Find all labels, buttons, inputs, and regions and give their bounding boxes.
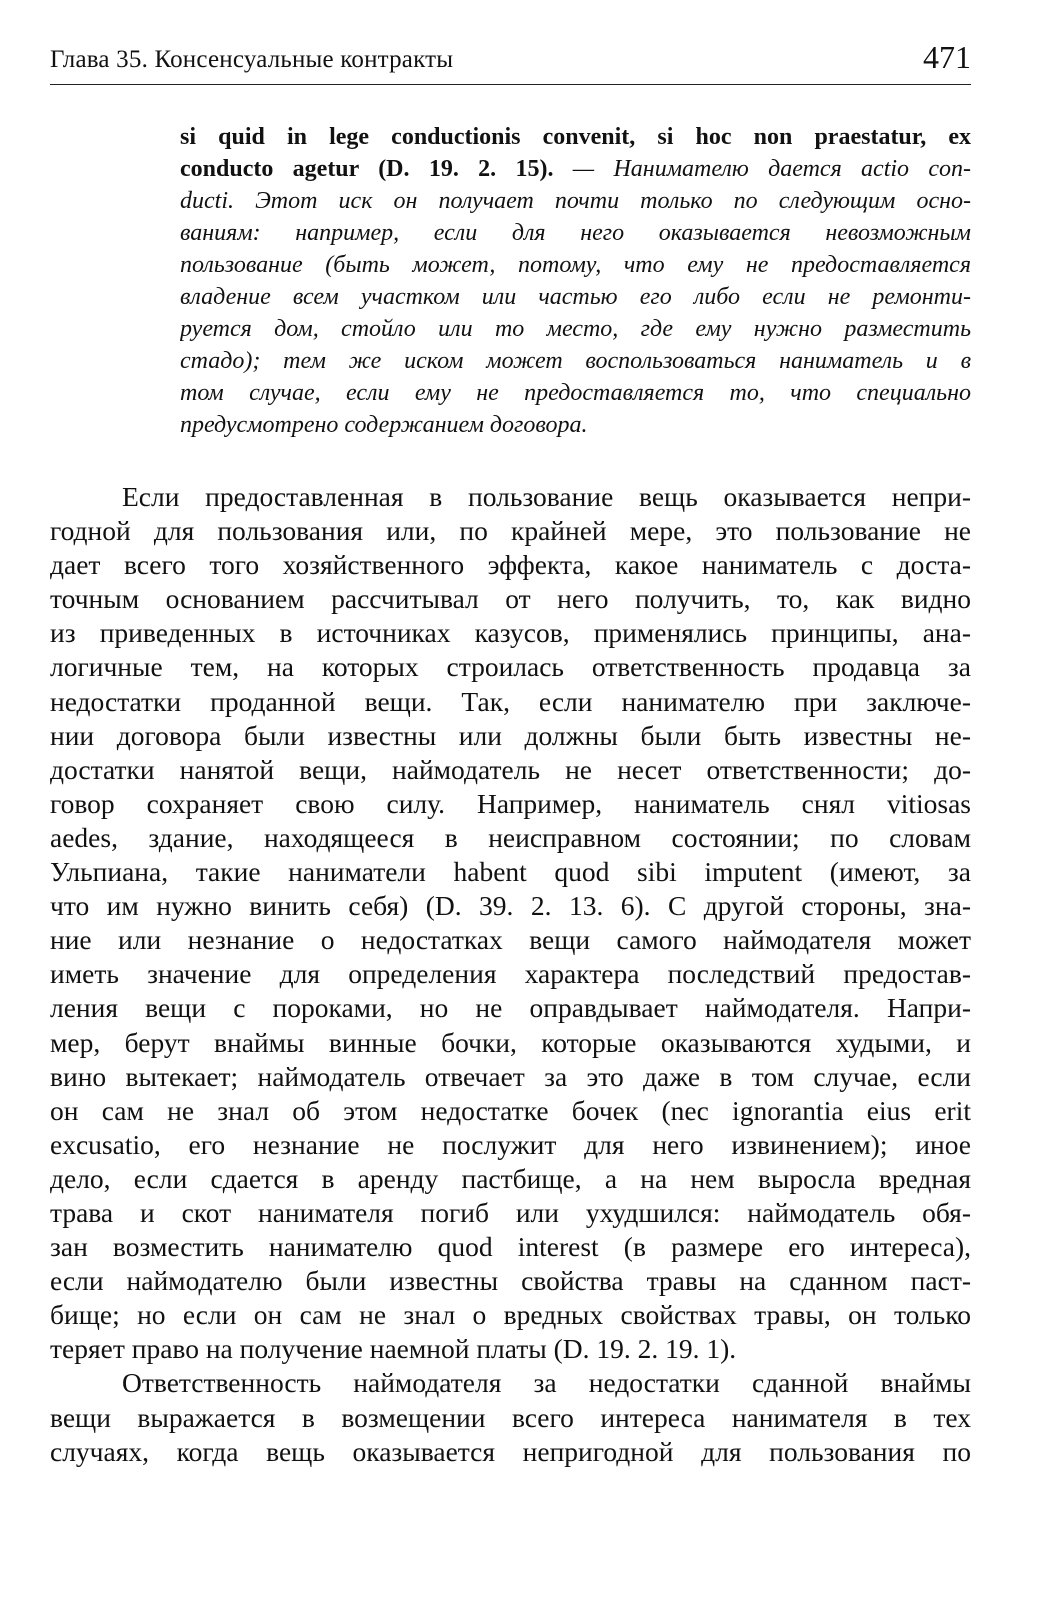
quote-latin-text: si quid in lege conductionis convenit, si hoc non praestatur, ex bbox=[180, 124, 971, 150]
quote-translation-text: том случае, если ему не предоставляется то, что специально bbox=[180, 380, 971, 406]
quote-line bbox=[180, 345, 971, 377]
body-text bbox=[50, 480, 971, 1469]
paragraph-line: логичные тем, на которых строилась ответственность продавца за bbox=[50, 651, 971, 683]
paragraph-line: если наймодателю были известны свойства травы на сданном паст- bbox=[50, 1265, 971, 1297]
quote-translation-text: пользование (быть может, потому, что ему не предоставляется bbox=[180, 252, 971, 278]
paragraph-line: точным основанием рассчитывал от него получить, то, как видно bbox=[50, 583, 971, 615]
quote-line bbox=[180, 185, 971, 217]
paragraph-line: достатки нанятой вещи, наймодатель не несет ответственности; до- bbox=[50, 753, 971, 785]
paragraph-line: теряет право на получение наемной платы (D. 19. 2. 19. 1). bbox=[50, 1333, 737, 1365]
quote-translation-text: — Нанимателю дается actio con- bbox=[572, 156, 971, 182]
quote-translation-text: ваниям: например, если для него оказывается невозможным bbox=[180, 220, 971, 246]
quote-translation-text: руется дом, стойло или то место, где ему нужно разместить bbox=[180, 316, 971, 342]
paragraph-line: годной для пользования или, по крайней мере, это пользование не bbox=[50, 515, 971, 547]
paragraph-line: мер, берут внаймы винные бочки, которые оказываются худыми, и bbox=[50, 1026, 971, 1058]
quote-translation-text: предусмотрено содержанием договора. bbox=[180, 412, 588, 438]
paragraph-line: недостатки проданной вещи. Так, если нанимателю при заключе- bbox=[50, 685, 971, 717]
paragraph-line: говор сохраняет свою силу. Например, наниматель снял vitiosas bbox=[50, 787, 971, 819]
page-number: 471 bbox=[923, 39, 971, 75]
quote-line bbox=[180, 313, 971, 345]
quote-line bbox=[180, 249, 971, 281]
quote-line bbox=[180, 217, 971, 249]
paragraph-line: что им нужно винить себя) (D. 39. 2. 13. 6). С другой стороны, зна- bbox=[50, 890, 971, 922]
quote-translation-text: владение всем участком или частью его либо если не ремонти- bbox=[180, 284, 971, 310]
paragraph-line: вещи выражается в возмещении всего интереса нанимателя в тех bbox=[50, 1401, 971, 1433]
running-header bbox=[50, 40, 971, 85]
paragraph-line: excusatio, его незнание не послужит для него извинением); иное bbox=[50, 1128, 971, 1160]
paragraph-line: бище; но если он сам не знал о вредных свойствах травы, он только bbox=[50, 1299, 971, 1331]
paragraph-line: случаях, когда вещь оказывается непригодной для пользования по bbox=[50, 1435, 971, 1467]
paragraph-line: Ульпиана, такие наниматели habent quod sibi imputent (имеют, за bbox=[50, 856, 971, 888]
paragraph-line: Ответственность наймодателя за недостатки сданной внаймы bbox=[122, 1367, 971, 1399]
paragraph-line: иметь значение для определения характера последствий предостав- bbox=[50, 958, 971, 990]
paragraph-line: из приведенных в источниках казусов, применялись принципы, ана- bbox=[50, 617, 971, 649]
paragraph-line: ние или незнание о недостатках вещи самого наймодателя может bbox=[50, 924, 971, 956]
paragraph-line: дело, если сдается в аренду пастбище, а на нем выросла вредная bbox=[50, 1162, 971, 1194]
paragraph-line: вино вытекает; наймодатель отвечает за это даже в том случае, если bbox=[50, 1060, 971, 1092]
paragraph-line: aedes, здание, находящееся в неисправном состоянии; по словам bbox=[50, 821, 971, 853]
paragraph-line: дает всего того хозяйственного эффекта, какое наниматель с доста- bbox=[50, 549, 971, 581]
quote-line bbox=[180, 377, 971, 409]
quote-line bbox=[180, 281, 971, 313]
quote-line bbox=[180, 409, 971, 441]
quote-line bbox=[180, 121, 971, 153]
paragraph-line: зан возместить нанимателю quod interest (в размере его интереса), bbox=[50, 1231, 971, 1263]
quote-block bbox=[180, 121, 971, 441]
paragraph-line: ления вещи с пороками, но не оправдывает наймодателя. Напри- bbox=[50, 992, 971, 1024]
quote-line bbox=[180, 153, 971, 185]
quote-translation-text: ducti. Этот иск он получает почти только по следующим осно- bbox=[180, 188, 971, 214]
chapter-title: Глава 35. Консенсуальные контракты bbox=[50, 46, 454, 73]
paragraph-line: нии договора были известны или должны были быть известны не- bbox=[50, 719, 971, 751]
paragraph-line: трава и скот нанимателя погиб или ухудшился: наймодатель обя- bbox=[50, 1196, 971, 1228]
quote-latin-text: conducto agetur (D. 19. 2. 15). bbox=[180, 156, 573, 182]
paragraph-line: Если предоставленная в пользование вещь оказывается непри- bbox=[122, 481, 971, 512]
quote-translation-text: стадо); тем же иском может воспользоваться наниматель и в bbox=[180, 348, 971, 374]
paragraph-line: он сам не знал об этом недостатке бочек (nec ignorantia eius erit bbox=[50, 1094, 971, 1126]
